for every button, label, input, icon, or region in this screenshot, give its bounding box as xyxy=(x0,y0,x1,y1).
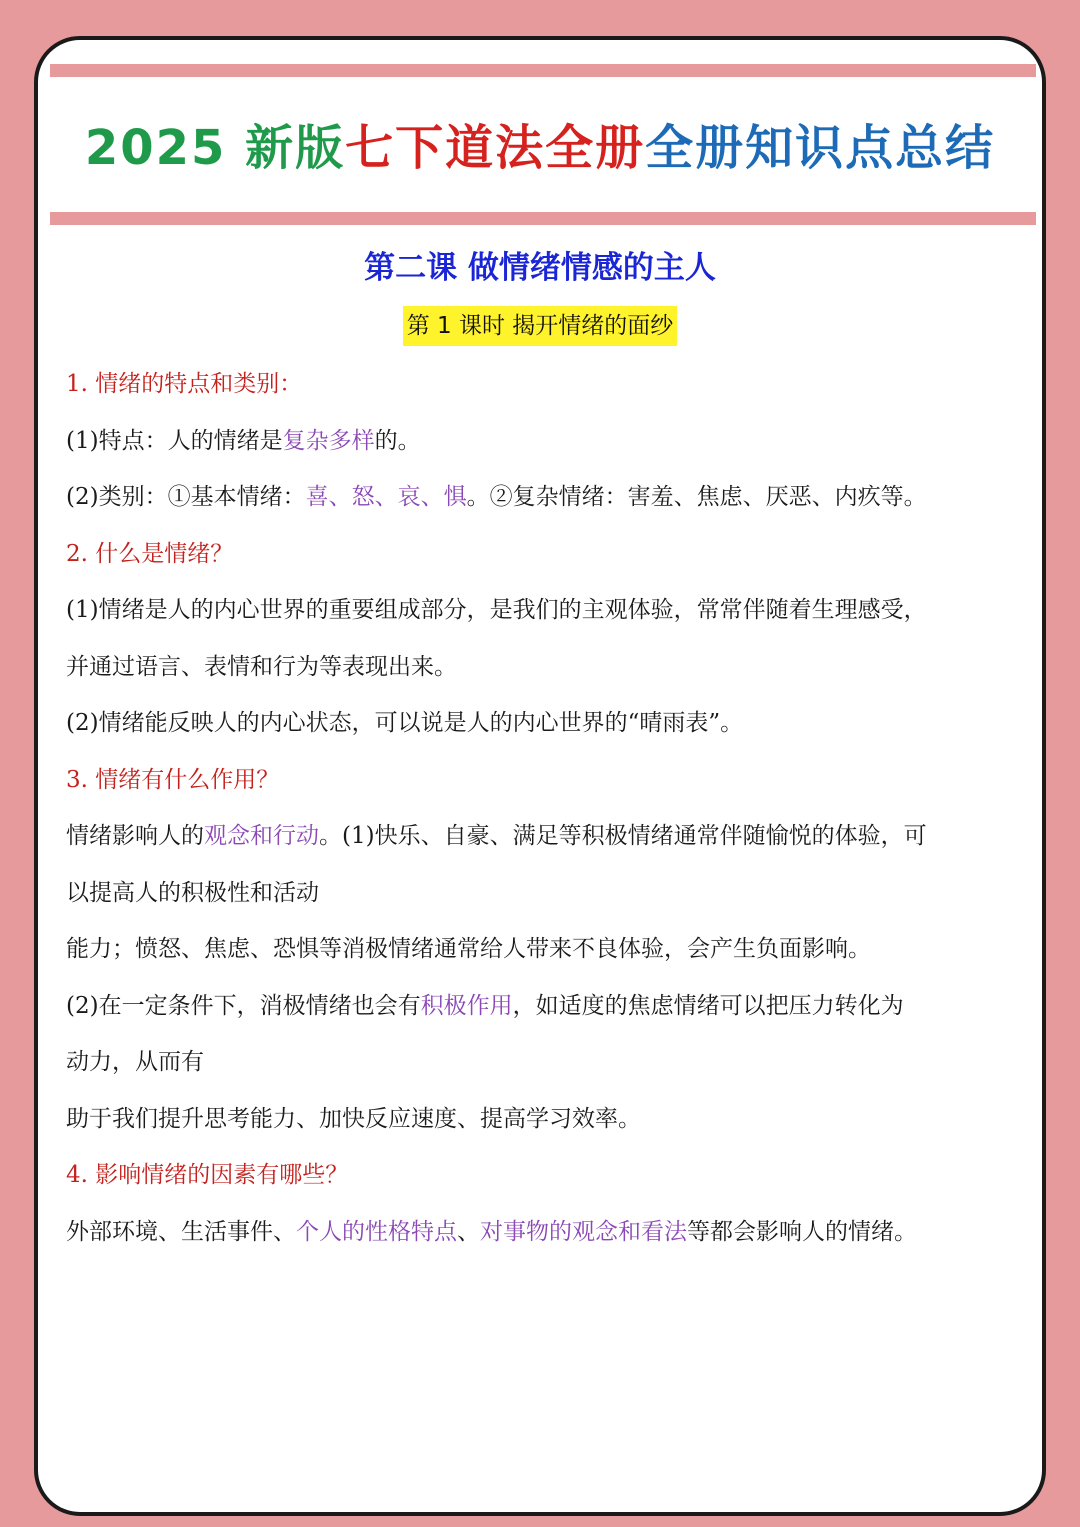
text-segment: 外部环境、生活事件、 xyxy=(66,1218,296,1245)
body-line xyxy=(66,808,1032,865)
body-line xyxy=(66,695,1032,752)
text-segment: ，如适度的焦虑情绪可以把压力转化为 xyxy=(512,992,904,1019)
body-line xyxy=(66,1034,1032,1091)
text-segment: 1. 情绪的特点和类别： xyxy=(66,371,303,397)
body-line xyxy=(66,978,1032,1035)
text-segment: (2)情绪能反映人的内心状态，可以说是人的内心世界的“晴雨表”。 xyxy=(66,710,744,736)
section-heading xyxy=(66,752,1032,809)
section-heading xyxy=(66,356,1032,413)
section-heading xyxy=(66,1147,1032,1204)
text-segment: 。②复杂情绪：害羞、焦虑、厌恶、内疚等。 xyxy=(466,484,927,510)
top-divider xyxy=(50,64,1036,77)
text-segment: 。(1)快乐、自豪、满足等积极情绪通常伴随愉悦的体验，可 xyxy=(319,823,927,849)
body-line xyxy=(66,413,1032,470)
text-segment: 等都会影响人的情绪。 xyxy=(687,1218,917,1245)
text-segment: 的。 xyxy=(374,427,421,454)
text-segment: 情绪影响人的 xyxy=(66,823,204,849)
content-body xyxy=(66,356,1032,1260)
text-segment: (2)类别：①基本情绪： xyxy=(66,484,306,510)
body-line xyxy=(66,921,1032,978)
text-segment: 3. 情绪有什么作用？ xyxy=(66,766,280,793)
period-label: 第 1 课时 揭开情绪的面纱 xyxy=(403,306,678,346)
text-segment: (1)情绪是人的内心世界的重要组成部分，是我们的主观体验，常常伴随着生理感受， xyxy=(66,597,927,623)
key-term: 观念和行动 xyxy=(204,823,319,849)
text-segment: 助于我们提升思考能力、加快反应速度、提高学习效率。 xyxy=(66,1105,641,1132)
text-segment: 以提高人的积极性和活动 xyxy=(66,879,319,906)
body-line xyxy=(66,1204,1032,1261)
title-summary-part: 全册知识点总结 xyxy=(645,120,996,176)
page-title xyxy=(38,116,1042,180)
text-segment: (2)在一定条件下，消极情绪也会有 xyxy=(66,992,421,1019)
title-year-part: 2025 新版 xyxy=(84,120,346,176)
text-segment: 、 xyxy=(457,1218,480,1245)
text-segment: 4. 影响情绪的因素有哪些？ xyxy=(66,1162,349,1188)
text-segment: 2. 什么是情绪？ xyxy=(66,540,234,567)
key-term: 对事物的观念和看法 xyxy=(480,1218,687,1245)
key-term: 喜、怒、哀、惧 xyxy=(305,484,467,510)
key-term: 积极作用 xyxy=(420,992,513,1019)
title-subject-part: 七下道法全册 xyxy=(345,120,646,176)
lesson-title: 第二课 做情绪情感的主人 xyxy=(364,250,716,286)
bottom-divider xyxy=(50,212,1036,225)
period-wrapper xyxy=(38,306,1042,346)
body-line xyxy=(66,469,1032,526)
body-line xyxy=(66,639,1032,696)
body-line xyxy=(66,582,1032,639)
text-segment: (1)特点：人的情绪是 xyxy=(66,427,283,454)
document-card xyxy=(34,36,1046,1516)
text-segment: 动力，从而有 xyxy=(66,1049,204,1075)
section-heading xyxy=(66,526,1032,583)
text-segment: 并通过语言、表情和行为等表现出来。 xyxy=(66,653,457,680)
body-line xyxy=(66,1091,1032,1148)
body-line xyxy=(66,865,1032,922)
key-term: 个人的性格特点 xyxy=(296,1218,457,1245)
text-segment: 能力；愤怒、焦虑、恐惧等消极情绪通常给人带来不良体验，会产生负面影响。 xyxy=(66,936,871,962)
key-term: 复杂多样 xyxy=(282,427,375,454)
